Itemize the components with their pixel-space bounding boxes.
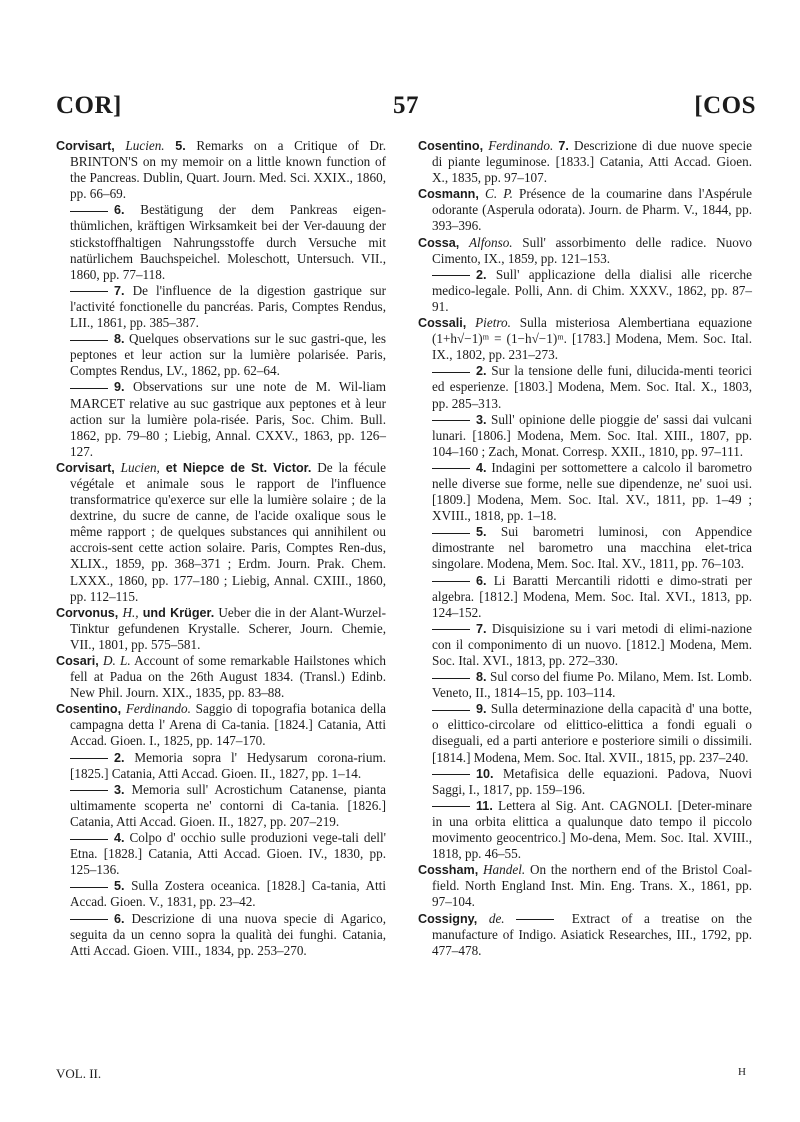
entry-number: 8. (476, 670, 487, 685)
author-name: Cossa, (418, 235, 460, 250)
entry-number: 6. (114, 203, 125, 218)
entry-text: Indagini per sottomettere a calcolo il barometro nelle diverse sue forme, nelle sue dipendenze, ne' suoi usi. [1809.] Modena, Mem. Soc. Ital. XV., 1811, pp. 1–49 ; XVIII., 1818, pp. 1–18. (432, 459, 753, 524)
sub-entry (418, 766, 752, 798)
author-entry (418, 862, 752, 910)
sub-entry (418, 573, 752, 621)
ditto-dash (432, 420, 470, 421)
right-column (418, 138, 752, 959)
ditto-dash (432, 275, 470, 276)
sub-entry (56, 283, 386, 331)
author-entry (56, 605, 386, 653)
entry-number: 6. (114, 911, 125, 926)
entry-text: Sur la tensione delle funi, dilucida-menti teorici ed esperienze. [1803.] Modena, Mem. Soc. Ital. X., 1803, pp. 285–313. (432, 363, 753, 411)
sub-entry (56, 911, 386, 959)
author-entry (418, 235, 752, 267)
author-entry (56, 701, 386, 749)
entry-number: 7. (114, 283, 125, 298)
left-column (56, 138, 386, 959)
entry-text: Remarks on a Critique of Dr. BRINTON'S on my memoir on a little known function of the Pancreas. Dublin, Quart. Journ. Med. Sci. XXIX., 1860, pp. 66–69. (70, 138, 386, 202)
author-name: Cosentino, (56, 702, 122, 717)
sub-entry (56, 750, 386, 782)
running-header (56, 92, 756, 132)
sub-entry (56, 202, 386, 282)
author-name: Corvonus, (56, 605, 119, 620)
author-given-name: de. (488, 910, 505, 926)
entry-text: Sull' applicazione della dialisi alle ricerche medico-legale. Polli, Ann. di Chim. XXXV., 1862, pp. 87–91. (432, 266, 752, 314)
author-given-name: Handel. (483, 862, 526, 878)
entry-text: Sulla misteriosa Alembertiana equazione (1+h√−1)ᵐ = (1−h√−1)ᵐ. [1783.] Modena, Mem. Soc. Ital. IX., 1802, pp. 231–273. (432, 315, 753, 363)
entry-text: Sul corso del fiume Po. Milano, Mem. Ist. Lomb. Veneto, II., 1814–15, pp. 103–114. (432, 669, 753, 701)
author-name: Cossham, (418, 863, 479, 878)
header-left: COR] (56, 92, 122, 119)
author-given-name: Ferdinando. (488, 138, 554, 153)
entry-text: Présence de la coumarine dans l'Aspérule odorante (Asperula odorata). Journ. de Pharm. V., 1844, pp. 393–396. (432, 186, 753, 234)
header-right: [COS (694, 92, 756, 119)
entry-number: 9. (476, 702, 487, 717)
ditto-dash (70, 758, 108, 759)
author-entry (56, 138, 386, 202)
entry-text: Descrizione di due nuove specie di piante leguminose. [1833.] Catania, Atti Accad. Gioen. X., 1835, pp. 97–107. (432, 138, 752, 186)
entry-number: 3. (476, 412, 487, 427)
entry-text: Sui barometri luminosi, con Appendice dimostrante nel barometro una macchina elet-trica singolare. Modena, Mem. Soc. Ital. XV., 1811, pp. 76–103. (432, 524, 753, 572)
ditto-dash (70, 887, 108, 888)
author-entry (418, 186, 752, 234)
author-given-name: Pietro. (475, 315, 511, 331)
ditto-dash (70, 839, 108, 840)
author-name: Cossigny, (418, 911, 478, 926)
author-name: Cossali, (418, 316, 467, 331)
entry-number: 5. (114, 879, 125, 894)
author-name: Cosmann, (418, 187, 479, 202)
sub-entry (418, 524, 752, 572)
ditto-dash (70, 291, 108, 292)
entry-text: Memoria sopra l' Hedysarum corona-rium. [1825.] Catania, Atti Accad. Gioen. II., 1827, pp. 1–14. (70, 749, 386, 781)
entry-text: On the northern end of the Bristol Coal-field. North England Inst. Min. Eng. Trans. X., 1861, pp. 97–104. (432, 862, 753, 910)
sub-entry (418, 412, 752, 460)
author-given-name: C. P. (485, 186, 513, 202)
ditto-dash (70, 388, 108, 389)
sub-entry (418, 460, 752, 524)
sub-entry (418, 701, 752, 765)
ditto-dash (432, 533, 470, 534)
ditto-dash (432, 581, 470, 582)
sub-entry (418, 621, 752, 669)
entry-text: Extract of a treatise on the manufacture of Indigo. Asiatick Researches, III., 1792, pp. 477–478. (432, 910, 753, 958)
author-name: Corvisart, (56, 139, 115, 153)
entry-text: Account of some remarkable Hailstones which fell at Padua on the 26th August 1834. (Transl.) Edinb. New Phil. Journ. XIX., 1835, pp. 83–88. (70, 653, 386, 701)
coauthor-name: und Krüger. (142, 605, 215, 620)
entry-text: Disquisizione su i vari metodi di elimi-nazione con il componimento di un nuovo. [1812.] Modena, Mem. Soc. Ital. XVI., 1813, pp. 272–330. (432, 620, 752, 668)
ditto-dash (432, 629, 470, 630)
entry-number: 2. (476, 267, 487, 282)
entry-text: Descrizione di una nuova specie di Agarico, seguita da un cenno sopra la qualità dei funghi. Catania, Atti Accad. Gioen. VIII., 1834, pp. 253–270. (70, 910, 386, 958)
entry-number: 5. (175, 139, 186, 153)
ditto-dash (70, 790, 108, 791)
author-given-name: Lucien. (125, 138, 165, 153)
author-name: Cosentino, (418, 139, 484, 153)
entry-text: Ueber die in der Alant-Wurzel-Tinktur gefundenen Krystalle. Scherer, Journ. Chemie, VII., 1801, pp. 575–581. (70, 604, 387, 652)
sub-entry (56, 830, 386, 878)
author-entry (56, 653, 386, 701)
author-name: Corvisart, (56, 460, 115, 475)
entry-text: Quelques observations sur le suc gastri-que, les peptones et leur action sur la lumière polarisée. Paris, Comptes Rendus, LV., 1862, pp. 62–64. (70, 331, 387, 379)
entry-number: 11. (476, 798, 493, 813)
entry-text: Saggio di topografia botanica della campagna detta l' Arena di Ca-tania. [1824.] Catania, Atti Accad. Gioen. I., 1825, pp. 147–170. (70, 701, 387, 749)
ditto-dash (432, 372, 470, 373)
entry-text: Bestätigung der dem Pankreas eigen-thümlichen, kräftigen Wirksamkeit bei der Ver-dauung der stickstoffhaltigen Nahrungsstoffe durch Versuche mit natürlichem Bauchspeichel. Moleschott, Untersuch. VII., 1860, pp. 77–118. (70, 202, 387, 282)
signature-mark: H (738, 1066, 746, 1078)
author-entry (418, 911, 752, 959)
entry-number: 2. (114, 750, 125, 765)
entry-text: Observations sur une note de M. Wil-liam MARCET relative au suc gastrique aux peptones et à leur action sur la lumière pola-risée. Paris, Soc. Chim. Bull. 1862, pp. 79–80 ; Liebig, Annal. CXXV., 1863, pp. 126–127. (70, 379, 386, 459)
entry-number: 7. (476, 621, 487, 636)
sub-entry (56, 782, 386, 830)
page-number: 57 (393, 92, 419, 119)
sub-entry (418, 363, 752, 411)
entry-text: Sulla Zostera oceanica. [1828.] Ca-tania, Atti Accad. Gioen. V., 1831, pp. 23–42. (70, 878, 387, 910)
author-entry (418, 138, 752, 186)
entry-number: 6. (476, 573, 487, 588)
entry-number: 5. (476, 525, 487, 540)
author-given-name: D. L. (102, 653, 131, 668)
entry-text: Sulla determinazione della capacità d' una botte, o elittico-circolare od elittico-elittica a fondi eguali o diseguali, ed a parti anteriore e posteriore simili o dissimili. [1814.] Modena, Mem. Soc. Ital. XVII., 1815, pp. 237–240. (432, 701, 752, 765)
author-entry (56, 460, 386, 605)
sub-entry (418, 798, 752, 862)
entry-text: De la fécule végétale et animale sous le rapport de l'influence transformatrice qu'exerce sur elle la lumière solaire ; de la dextrine, du sucre de canne, de l'acide oxalique sous le même rapport ; de quelques substances qui annihilent ou accrois-sent cette action solaire. Paris, Comptes Ren-dus, XLIX., 1859, pp. 368–371 ; Erdm. Journ. Prak. Chem. LXXX., 1860, pp. 177–180 ; Liebig, Annal. CXIII., 1860, pp. 112–115. (70, 459, 387, 604)
author-name: Cosari, (56, 654, 99, 668)
entry-number: 8. (114, 332, 125, 347)
volume-label: VOL. II. (56, 1066, 102, 1081)
ditto-dash (432, 468, 470, 469)
entry-number: 4. (476, 460, 487, 475)
author-given-name: Lucien, (120, 459, 160, 475)
author-entry (418, 315, 752, 363)
ditto-dash (70, 919, 108, 920)
entry-text: Sull' opinione delle pioggie de' sassi dai vulcani lunari. [1806.] Modena, Mem. Soc. Ital. XIII., 1807, pp. 104–160 ; Zach, Monat. Corresp. XXII., 1810, pp. 97–111. (432, 411, 752, 459)
ditto-dash (432, 710, 470, 711)
sub-entry (56, 878, 386, 910)
entry-text: Lettera al Sig. Ant. CAGNOLI. [Deter-minare in una orbita elittica a qualunque dato tempo il piccolo movimento geocentrico.] Mo-dena, Mem. Soc. Ital. XVIII., 1818, pp. 46–55. (432, 797, 752, 862)
sub-entry (56, 379, 386, 459)
sub-entry (418, 669, 752, 701)
ditto-dash (432, 678, 470, 679)
entry-number: 10. (476, 766, 494, 781)
author-given-name: Ferdinando. (125, 701, 191, 717)
entry-text: Memoria sull' Acrostichum Catanense, pianta ultimamente scoperta ne' contorni di Ca-tania. [1826.] Catania, Atti Accad. Gioen. II., 1827, pp. 207–219. (70, 781, 386, 829)
author-given-name: H., (122, 604, 139, 620)
entry-text: Metafisica delle equazioni. Padova, Nuovi Saggi, I., 1817, pp. 159–196. (432, 765, 752, 797)
entry-text: Colpo d' occhio sulle produzioni vege-tali dell' Etna. [1828.] Catania, Atti Accad. Gioen. IV., 1830, pp. 125–136. (70, 830, 387, 878)
ditto-dash (432, 774, 470, 775)
sub-entry (418, 267, 752, 315)
author-given-name: Alfonso. (469, 234, 513, 250)
entry-number: 3. (114, 782, 125, 797)
coauthor-name: et Niepce de St. Victor. (165, 460, 312, 475)
entry-number: 9. (114, 380, 125, 395)
ditto-dash (70, 340, 108, 341)
sub-entry (56, 331, 386, 379)
ditto-dash (516, 919, 554, 920)
entry-text: Li Baratti Mercantili ridotti e dimo-strati per algebra. [1812.] Modena, Mem. Soc. Ital. XVI., 1813, pp. 124–152. (432, 572, 753, 620)
entry-number: 2. (476, 364, 487, 379)
entry-text: De l'influence de la digestion gastrique sur l'activité fonctionelle du pancréas. Paris, Comptes Rendus, LII., 1861, pp. 385–387. (70, 282, 387, 331)
entry-number: 7. (558, 139, 569, 153)
ditto-dash (70, 211, 108, 212)
entry-text: Sull' assorbimento delle radice. Nuovo Cimento, IX., 1859, pp. 121–153. (432, 234, 752, 266)
ditto-dash (432, 806, 470, 807)
entry-number: 4. (114, 831, 125, 846)
